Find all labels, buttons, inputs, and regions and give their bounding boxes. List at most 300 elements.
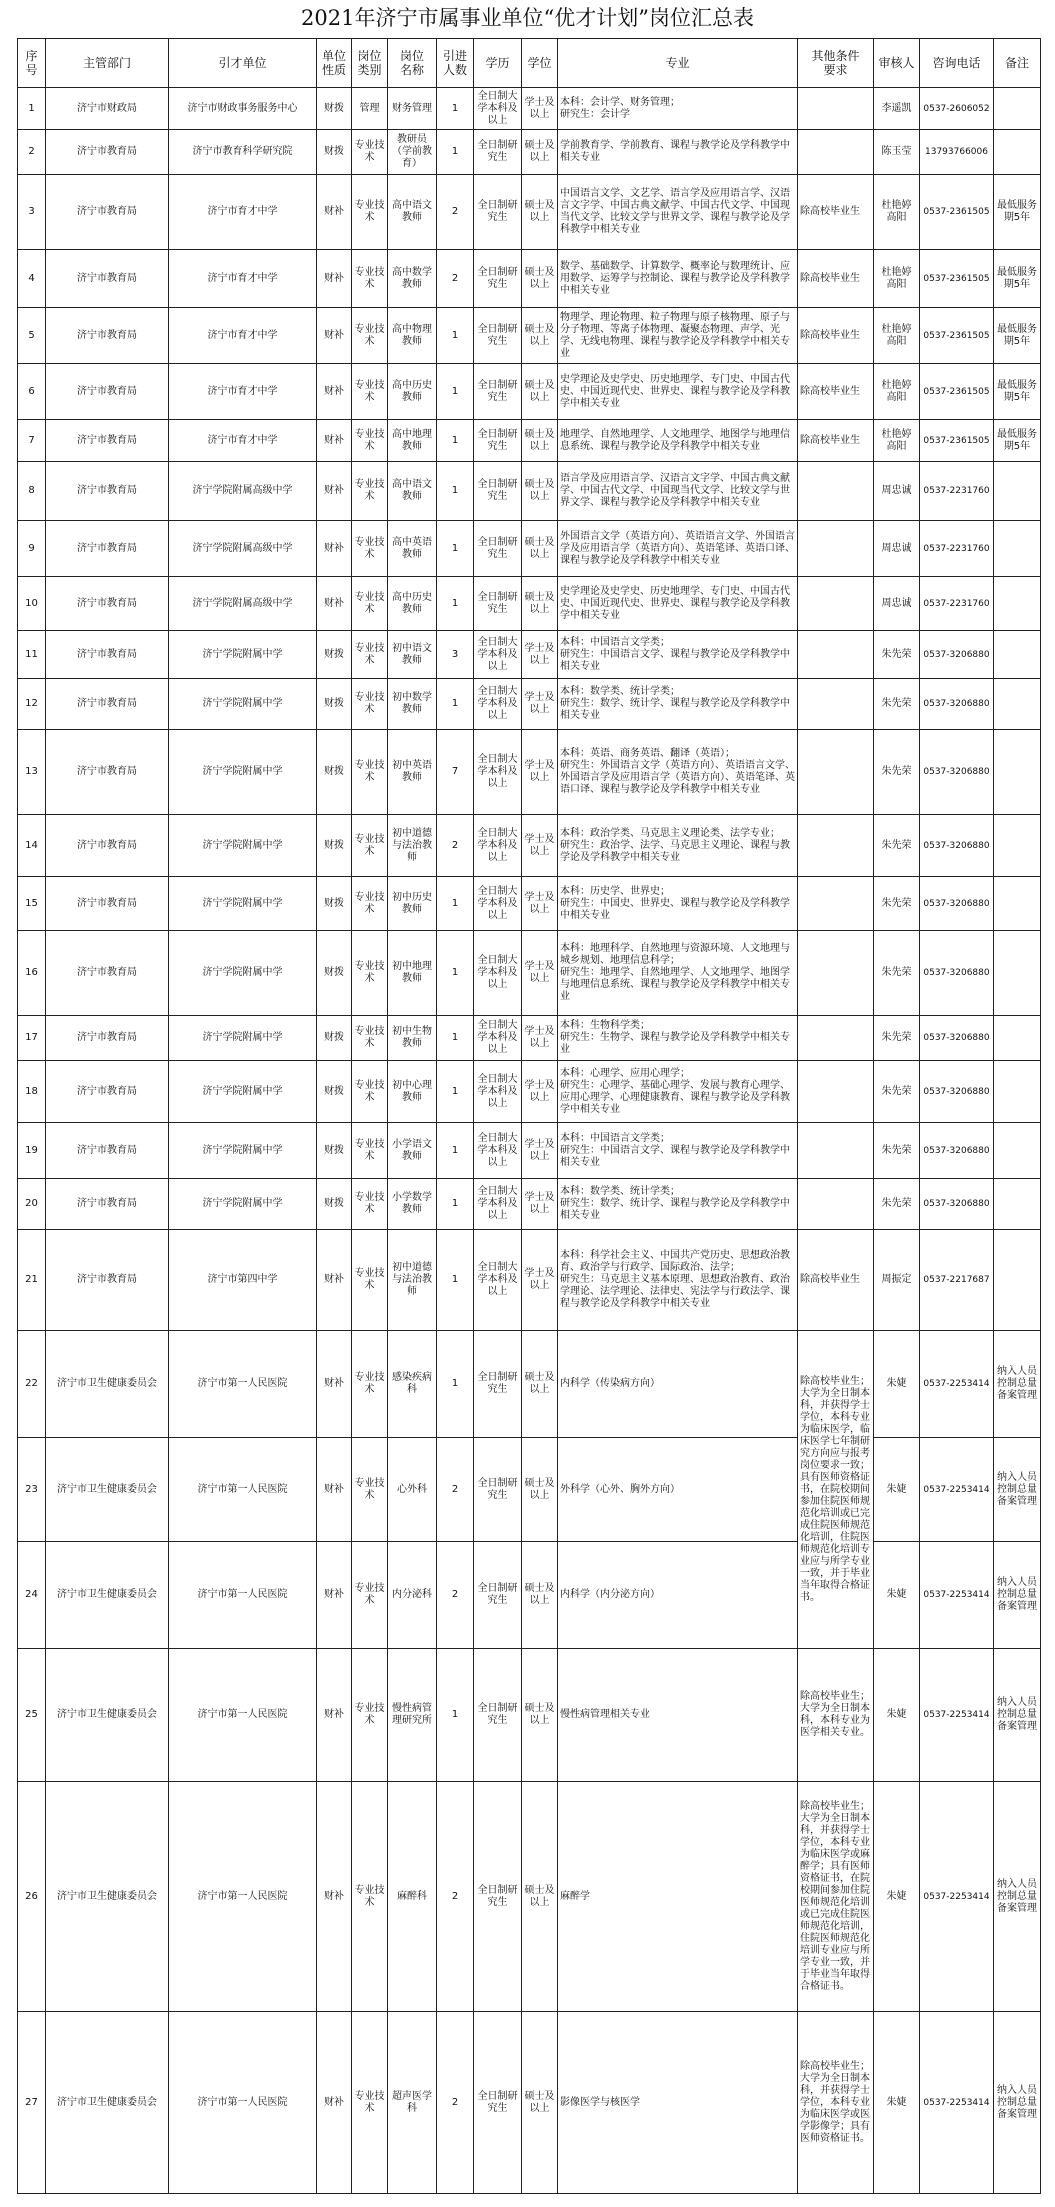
cell-education: 全日制大学本科及以上 bbox=[474, 1016, 522, 1061]
cell-major bbox=[558, 175, 798, 250]
cell-headcount: 1 bbox=[437, 1061, 474, 1123]
cell-headcount: 2 bbox=[437, 175, 474, 250]
cell-remark bbox=[994, 931, 1041, 1016]
cell-post-name: 初中生物教师 bbox=[388, 1016, 437, 1061]
cell-department: 济宁市教育局 bbox=[46, 175, 169, 250]
cell-other-requirements bbox=[798, 462, 874, 521]
cell-department: 济宁市教育局 bbox=[46, 250, 169, 308]
cell-education: 全日制大学本科及以上 bbox=[474, 631, 522, 679]
cell-degree: 学士及以上 bbox=[522, 1061, 558, 1123]
header-label: 序号 bbox=[25, 49, 38, 77]
table-row bbox=[18, 1649, 1041, 1782]
cell-reviewer: 朱婕 bbox=[874, 2012, 920, 2194]
cell-department: 济宁市教育局 bbox=[46, 1123, 169, 1179]
cell-phone: 0537-2253414 bbox=[920, 1542, 994, 1649]
cell-recruiting-unit: 济宁市育才中学 bbox=[169, 308, 317, 364]
cell-remark: 最低服务期5年 bbox=[994, 175, 1041, 250]
cell-unit-nature: 财拨 bbox=[317, 931, 352, 1016]
cell-other-requirements: 除高校毕业生；大学为全日制本科，本科专业为医学相关专业。 bbox=[798, 1649, 874, 1782]
cell-post-category: 专业技术 bbox=[352, 1179, 388, 1230]
cell-degree: 硕士及以上 bbox=[522, 1782, 558, 2012]
cell-department: 济宁市教育局 bbox=[46, 1179, 169, 1230]
table-row bbox=[18, 420, 1041, 462]
cell-post-name: 初中数学教师 bbox=[388, 679, 437, 730]
major-line: 研究生：中国语言文学、课程与教学论及学科教学中相关专业 bbox=[560, 1144, 790, 1168]
cell-phone: 0537-2361505 bbox=[920, 420, 994, 462]
cell-headcount: 2 bbox=[437, 1438, 474, 1542]
cell-degree: 硕士及以上 bbox=[522, 577, 558, 631]
cell-index: 25 bbox=[18, 1649, 46, 1782]
cell-education: 全日制研究生 bbox=[474, 577, 522, 631]
cell-remark bbox=[994, 631, 1041, 679]
cell-headcount: 1 bbox=[437, 420, 474, 462]
cell-education: 全日制研究生 bbox=[474, 1331, 522, 1438]
cell-education: 全日制大学本科及以上 bbox=[474, 877, 522, 931]
major-line: 中国语言文学、文艺学、语言学及应用语言学、汉语言文字学、中国古典文献学、中国古代文学、中国现当代文学、比较文学与世界文学、课程与教学论及学科教学中相关专业 bbox=[560, 188, 790, 235]
cell-reviewer: 朱婕 bbox=[874, 1331, 920, 1438]
cell-degree: 硕士及以上 bbox=[522, 1542, 558, 1649]
cell-remark bbox=[994, 1061, 1041, 1123]
cell-post-name: 初中历史教师 bbox=[388, 877, 437, 931]
cell-post-name: 超声医学科 bbox=[388, 2012, 437, 2194]
major-line: 史学理论及史学史、历史地理学、专门史、中国古代史、中国近现代史、世界史、课程与教学论及学科教学中相关专业 bbox=[560, 585, 790, 621]
cell-post-category: 专业技术 bbox=[352, 1542, 388, 1649]
cell-index: 6 bbox=[18, 364, 46, 420]
cell-headcount: 1 bbox=[437, 308, 474, 364]
header-label: 引才单位 bbox=[218, 56, 267, 70]
cell-unit-nature: 财补 bbox=[317, 250, 352, 308]
cell-recruiting-unit: 济宁学院附属中学 bbox=[169, 679, 317, 730]
header-label: 岗位类别 bbox=[357, 49, 382, 77]
header-label: 专业 bbox=[665, 56, 690, 70]
table-row bbox=[18, 2012, 1041, 2194]
cell-post-name: 初中心理教师 bbox=[388, 1061, 437, 1123]
cell-index: 15 bbox=[18, 877, 46, 931]
cell-department: 济宁市教育局 bbox=[46, 577, 169, 631]
cell-post-name: 高中历史教师 bbox=[388, 577, 437, 631]
cell-other-requirements bbox=[798, 88, 874, 130]
major-line: 本科：地理科学、自然地理与资源环境、人文地理与城乡规划、地理信息科学； bbox=[560, 943, 790, 966]
cell-index: 13 bbox=[18, 730, 46, 815]
cell-recruiting-unit: 济宁市育才中学 bbox=[169, 250, 317, 308]
cell-post-category: 专业技术 bbox=[352, 815, 388, 877]
cell-unit-nature: 财补 bbox=[317, 308, 352, 364]
cell-reviewer: 朱先荣 bbox=[874, 931, 920, 1016]
header-label: 主管部门 bbox=[82, 56, 131, 70]
cell-education: 全日制大学本科及以上 bbox=[474, 679, 522, 730]
cell-degree: 硕士及以上 bbox=[522, 420, 558, 462]
cell-index: 7 bbox=[18, 420, 46, 462]
cell-education: 全日制大学本科及以上 bbox=[474, 730, 522, 815]
cell-department: 济宁市卫生健康委员会 bbox=[46, 1542, 169, 1649]
cell-other-requirements bbox=[798, 577, 874, 631]
cell-remark: 最低服务期5年 bbox=[994, 420, 1041, 462]
cell-major bbox=[558, 1542, 798, 1649]
cell-education: 全日制大学本科及以上 bbox=[474, 1061, 522, 1123]
cell-headcount: 2 bbox=[437, 815, 474, 877]
cell-post-name: 高中地理教师 bbox=[388, 420, 437, 462]
cell-phone: 0537-3206880 bbox=[920, 931, 994, 1016]
cell-phone: 0537-3206880 bbox=[920, 877, 994, 931]
cell-remark bbox=[994, 88, 1041, 130]
cell-remark: 纳入人员控制总量备案管理 bbox=[994, 1782, 1041, 2012]
header-label: 学位 bbox=[527, 56, 552, 70]
cell-major bbox=[558, 521, 798, 577]
major-line: 影像医学与核医学 bbox=[560, 2096, 640, 2108]
major-line: 本科：数学类、统计学类； bbox=[560, 686, 680, 697]
table-row bbox=[18, 877, 1041, 931]
cell-recruiting-unit: 济宁市第一人民医院 bbox=[169, 1649, 317, 1782]
cell-major bbox=[558, 1016, 798, 1061]
cell-headcount: 1 bbox=[437, 1649, 474, 1782]
cell-post-category: 专业技术 bbox=[352, 130, 388, 175]
cell-major bbox=[558, 420, 798, 462]
cell-index: 4 bbox=[18, 250, 46, 308]
cell-recruiting-unit: 济宁学院附属中学 bbox=[169, 1123, 317, 1179]
cell-major bbox=[558, 815, 798, 877]
cell-major bbox=[558, 250, 798, 308]
cell-unit-nature: 财补 bbox=[317, 1438, 352, 1542]
header-unit-nature bbox=[317, 39, 352, 88]
cell-department: 济宁市教育局 bbox=[46, 462, 169, 521]
cell-unit-nature: 财拨 bbox=[317, 631, 352, 679]
cell-major bbox=[558, 1179, 798, 1230]
header-education bbox=[474, 39, 522, 88]
cell-major bbox=[558, 1230, 798, 1331]
cell-phone: 0537-2361505 bbox=[920, 250, 994, 308]
cell-unit-nature: 财拨 bbox=[317, 1061, 352, 1123]
major-line: 慢性病管理相关专业 bbox=[560, 1709, 650, 1720]
cell-remark: 纳入人员控制总量备案管理 bbox=[994, 1542, 1041, 1649]
cell-unit-nature: 财拨 bbox=[317, 1123, 352, 1179]
cell-other-requirements: 除高校毕业生 bbox=[798, 364, 874, 420]
cell-recruiting-unit: 济宁市育才中学 bbox=[169, 420, 317, 462]
cell-degree: 硕士及以上 bbox=[522, 308, 558, 364]
cell-index: 20 bbox=[18, 1179, 46, 1230]
cell-post-name: 高中语文教师 bbox=[388, 462, 437, 521]
cell-reviewer: 朱先荣 bbox=[874, 679, 920, 730]
cell-headcount: 1 bbox=[437, 679, 474, 730]
major-line: 研究生：政治学、法学、马克思主义理论、课程与教学论及学科教学中相关专业 bbox=[560, 839, 790, 863]
header-label: 学历 bbox=[485, 56, 510, 70]
cell-other-requirements: 除高校毕业生；大学为全日制本科，并获得学士学位，本科专业为临床医学或麻醉学；具有医师资格证书，在院校期间参加住院医师规范化培训或已完成住院医师规范化培训，住院医师规范化培训专业应与所学专业一致，并于毕业当年取得合格证书。 bbox=[798, 1782, 874, 2012]
cell-remark bbox=[994, 521, 1041, 577]
major-line: 研究生：数学、统计学、课程与教学论及学科教学中相关专业 bbox=[560, 698, 790, 721]
major-line: 本科：中国语言文学类； bbox=[560, 1132, 670, 1144]
cell-headcount: 1 bbox=[437, 1230, 474, 1331]
cell-post-name: 财务管理 bbox=[388, 88, 437, 130]
cell-unit-nature: 财拨 bbox=[317, 130, 352, 175]
header-department bbox=[46, 39, 169, 88]
cell-degree: 学士及以上 bbox=[522, 815, 558, 877]
cell-education: 全日制研究生 bbox=[474, 1542, 522, 1649]
header-index bbox=[18, 39, 46, 88]
document-title: 2021年济宁市属事业单位“优才计划”岗位汇总表 bbox=[301, 6, 754, 30]
cell-recruiting-unit: 济宁学院附属中学 bbox=[169, 1016, 317, 1061]
cell-headcount: 2 bbox=[437, 1782, 474, 2012]
table-row bbox=[18, 1542, 1041, 1649]
cell-reviewer: 杜艳婷 高阳 bbox=[874, 308, 920, 364]
cell-recruiting-unit: 济宁学院附属中学 bbox=[169, 931, 317, 1016]
cell-index: 5 bbox=[18, 308, 46, 364]
cell-education: 全日制大学本科及以上 bbox=[474, 931, 522, 1016]
cell-other-requirements bbox=[798, 1061, 874, 1123]
table-row bbox=[18, 1331, 1041, 1438]
cell-reviewer: 朱先荣 bbox=[874, 730, 920, 815]
major-line: 本科：会计学、财务管理； bbox=[560, 96, 680, 108]
cell-headcount: 2 bbox=[437, 1542, 474, 1649]
cell-phone: 0537-2231760 bbox=[920, 521, 994, 577]
cell-remark bbox=[994, 1179, 1041, 1230]
cell-major bbox=[558, 1123, 798, 1179]
cell-other-requirements bbox=[798, 679, 874, 730]
cell-department: 济宁市教育局 bbox=[46, 877, 169, 931]
table-row bbox=[18, 364, 1041, 420]
cell-phone: 0537-2361505 bbox=[920, 364, 994, 420]
cell-reviewer: 朱先荣 bbox=[874, 1123, 920, 1179]
cell-post-name: 感染疾病科 bbox=[388, 1331, 437, 1438]
cell-degree: 学士及以上 bbox=[522, 877, 558, 931]
table-body bbox=[18, 88, 1041, 2194]
cell-index: 8 bbox=[18, 462, 46, 521]
cell-department: 济宁市教育局 bbox=[46, 631, 169, 679]
cell-index: 27 bbox=[18, 2012, 46, 2194]
cell-department: 济宁市教育局 bbox=[46, 1016, 169, 1061]
cell-remark: 最低服务期5年 bbox=[994, 364, 1041, 420]
cell-headcount: 1 bbox=[437, 88, 474, 130]
cell-phone: 0537-2253414 bbox=[920, 1438, 994, 1542]
cell-education: 全日制研究生 bbox=[474, 175, 522, 250]
cell-degree: 硕士及以上 bbox=[522, 1438, 558, 1542]
cell-post-name: 初中道德与法治教师 bbox=[388, 815, 437, 877]
cell-unit-nature: 财拨 bbox=[317, 815, 352, 877]
cell-education: 全日制大学本科及以上 bbox=[474, 815, 522, 877]
cell-unit-nature: 财拨 bbox=[317, 679, 352, 730]
cell-phone: 0537-2361505 bbox=[920, 175, 994, 250]
cell-department: 济宁市卫生健康委员会 bbox=[46, 1438, 169, 1542]
major-line: 研究生：中国史、世界史、课程与教学论及学科教学中相关专业 bbox=[560, 897, 790, 921]
cell-post-category: 专业技术 bbox=[352, 1331, 388, 1438]
cell-recruiting-unit: 济宁学院附属中学 bbox=[169, 730, 317, 815]
header-phone bbox=[920, 39, 994, 88]
cell-recruiting-unit: 济宁学院附属中学 bbox=[169, 877, 317, 931]
cell-post-name: 高中数学教师 bbox=[388, 250, 437, 308]
header-label: 引进人数 bbox=[442, 49, 467, 77]
cell-reviewer: 杜艳婷 高阳 bbox=[874, 364, 920, 420]
cell-phone: 13793766006 bbox=[920, 130, 994, 175]
table-row bbox=[18, 308, 1041, 364]
cell-major bbox=[558, 877, 798, 931]
cell-post-name: 初中语文教师 bbox=[388, 631, 437, 679]
cell-remark: 最低服务期5年 bbox=[994, 308, 1041, 364]
cell-major bbox=[558, 1331, 798, 1438]
table-row bbox=[18, 130, 1041, 175]
cell-index: 12 bbox=[18, 679, 46, 730]
major-line: 数学、基础数学、计算数学、概率论与数理统计、应用数学、运筹学与控制论、课程与教学论及学科教学中相关专业 bbox=[560, 260, 790, 296]
cell-index: 11 bbox=[18, 631, 46, 679]
cell-other-requirements bbox=[798, 730, 874, 815]
cell-remark bbox=[994, 1123, 1041, 1179]
table-row bbox=[18, 815, 1041, 877]
cell-major bbox=[558, 462, 798, 521]
cell-degree: 硕士及以上 bbox=[522, 250, 558, 308]
cell-reviewer: 周忠诚 bbox=[874, 462, 920, 521]
table-row bbox=[18, 521, 1041, 577]
cell-department: 济宁市教育局 bbox=[46, 420, 169, 462]
cell-recruiting-unit: 济宁学院附属高级中学 bbox=[169, 577, 317, 631]
cell-major bbox=[558, 2012, 798, 2194]
cell-education: 全日制研究生 bbox=[474, 2012, 522, 2194]
cell-post-name: 心外科 bbox=[388, 1438, 437, 1542]
cell-major bbox=[558, 130, 798, 175]
cell-recruiting-unit: 济宁市第一人民医院 bbox=[169, 2012, 317, 2194]
cell-headcount: 3 bbox=[437, 631, 474, 679]
cell-education: 全日制研究生 bbox=[474, 1649, 522, 1782]
cell-post-category: 专业技术 bbox=[352, 462, 388, 521]
cell-recruiting-unit: 济宁市第一人民医院 bbox=[169, 1542, 317, 1649]
cell-other-requirements: 除高校毕业生；大学为全日制本科，并获得学士学位，本科专业为临床医学或医学影像学；具有医师资格证书。 bbox=[798, 2012, 874, 2194]
major-line: 研究生：生物学、课程与教学论及学科教学中相关专业 bbox=[560, 1032, 790, 1055]
cell-remark: 纳入人员控制总量备案管理 bbox=[994, 2012, 1041, 2194]
cell-index: 24 bbox=[18, 1542, 46, 1649]
cell-post-category: 专业技术 bbox=[352, 2012, 388, 2194]
cell-post-name: 麻醉科 bbox=[388, 1782, 437, 2012]
cell-reviewer: 周振定 bbox=[874, 1230, 920, 1331]
cell-index: 16 bbox=[18, 931, 46, 1016]
major-line: 本科：心理学、应用心理学； bbox=[560, 1067, 690, 1079]
major-line: 内科学（传染病方向） bbox=[560, 1378, 660, 1389]
major-line: 本科：生物科学类； bbox=[560, 1020, 650, 1031]
cell-education: 全日制研究生 bbox=[474, 250, 522, 308]
cell-phone: 0537-2231760 bbox=[920, 577, 994, 631]
cell-remark: 最低服务期5年 bbox=[994, 250, 1041, 308]
cell-headcount: 7 bbox=[437, 730, 474, 815]
header-remark bbox=[994, 39, 1041, 88]
cell-degree: 学士及以上 bbox=[522, 1123, 558, 1179]
cell-phone: 0537-2361505 bbox=[920, 308, 994, 364]
cell-post-category: 专业技术 bbox=[352, 1016, 388, 1061]
cell-degree: 学士及以上 bbox=[522, 931, 558, 1016]
major-line: 麻醉学 bbox=[560, 1890, 590, 1902]
cell-degree: 硕士及以上 bbox=[522, 1331, 558, 1438]
cell-remark bbox=[994, 877, 1041, 931]
major-line: 本科：英语、商务英语、翻译（英语）； bbox=[560, 748, 735, 759]
cell-unit-nature: 财补 bbox=[317, 1331, 352, 1438]
major-line: 物理学、理论物理、粒子物理与原子核物理、原子与分子物理、等离子体物理、凝聚态物理、声学、光学、无线电物理、课程与教学论及学科教学中相关专业 bbox=[560, 311, 790, 359]
cell-major bbox=[558, 308, 798, 364]
cell-phone: 0537-2253414 bbox=[920, 1782, 994, 2012]
cell-remark: 纳入人员控制总量备案管理 bbox=[994, 1649, 1041, 1782]
cell-recruiting-unit: 济宁市育才中学 bbox=[169, 175, 317, 250]
cell-post-name: 教研员（学前教育） bbox=[388, 130, 437, 175]
cell-post-category: 专业技术 bbox=[352, 1649, 388, 1782]
cell-headcount: 1 bbox=[437, 1179, 474, 1230]
cell-index: 10 bbox=[18, 577, 46, 631]
cell-degree: 硕士及以上 bbox=[522, 175, 558, 250]
cell-education: 全日制大学本科及以上 bbox=[474, 88, 522, 130]
cell-department: 济宁市卫生健康委员会 bbox=[46, 1331, 169, 1438]
cell-headcount: 1 bbox=[437, 931, 474, 1016]
cell-unit-nature: 财补 bbox=[317, 175, 352, 250]
cell-index: 26 bbox=[18, 1782, 46, 2012]
cell-degree: 硕士及以上 bbox=[522, 130, 558, 175]
table-row bbox=[18, 462, 1041, 521]
cell-degree: 硕士及以上 bbox=[522, 462, 558, 521]
cell-headcount: 2 bbox=[437, 250, 474, 308]
cell-remark bbox=[994, 1016, 1041, 1061]
cell-post-category: 专业技术 bbox=[352, 631, 388, 679]
header-label: 其他条件要求 bbox=[811, 49, 860, 77]
cell-headcount: 1 bbox=[437, 364, 474, 420]
cell-reviewer: 陈玉莹 bbox=[874, 130, 920, 175]
cell-other-requirements bbox=[798, 1179, 874, 1230]
major-line: 本科：政治学类、马克思主义理论类、法学专业； bbox=[560, 827, 780, 839]
cell-index: 3 bbox=[18, 175, 46, 250]
header-label: 审核人 bbox=[878, 56, 915, 70]
cell-department: 济宁市教育局 bbox=[46, 308, 169, 364]
cell-major bbox=[558, 88, 798, 130]
cell-headcount: 1 bbox=[437, 1123, 474, 1179]
table-row bbox=[18, 1438, 1041, 1542]
cell-other-requirements bbox=[798, 815, 874, 877]
cell-recruiting-unit: 济宁市第四中学 bbox=[169, 1230, 317, 1331]
cell-phone: 0537-3206880 bbox=[920, 1061, 994, 1123]
cell-reviewer: 周忠诚 bbox=[874, 521, 920, 577]
cell-education: 全日制研究生 bbox=[474, 130, 522, 175]
cell-post-name: 慢性病管理研究所 bbox=[388, 1649, 437, 1782]
cell-post-name: 高中英语教师 bbox=[388, 521, 437, 577]
header-label: 单位性质 bbox=[321, 49, 346, 77]
major-line: 外科学（心外、胸外方向） bbox=[560, 1483, 680, 1495]
cell-unit-nature: 财补 bbox=[317, 364, 352, 420]
header-label: 岗位名称 bbox=[399, 49, 424, 77]
cell-post-name: 初中地理教师 bbox=[388, 931, 437, 1016]
cell-reviewer: 朱先荣 bbox=[874, 815, 920, 877]
cell-degree: 硕士及以上 bbox=[522, 2012, 558, 2194]
cell-post-name: 内分泌科 bbox=[388, 1542, 437, 1649]
major-line: 学前教育学、学前教育、课程与教学论及学科教学中相关专业 bbox=[560, 140, 790, 163]
major-line: 研究生：数学、统计学、课程与教学论及学科教学中相关专业 bbox=[560, 1198, 790, 1221]
cell-phone: 0537-2253414 bbox=[920, 2012, 994, 2194]
cell-recruiting-unit: 济宁市教育科学研究院 bbox=[169, 130, 317, 175]
cell-major bbox=[558, 1438, 798, 1542]
major-line: 研究生：中国语言文学、课程与教学论及学科教学中相关专业 bbox=[560, 648, 790, 672]
major-line: 史学理论及史学史、历史地理学、专门史、中国古代史、中国近现代史、世界史、课程与教学论及学科教学中相关专业 bbox=[560, 373, 790, 409]
table-header bbox=[18, 39, 1041, 88]
cell-post-name: 高中语文教师 bbox=[388, 175, 437, 250]
cell-degree: 学士及以上 bbox=[522, 631, 558, 679]
major-line: 本科：数学类、统计学类； bbox=[560, 1186, 680, 1197]
cell-remark bbox=[994, 130, 1041, 175]
cell-phone: 0537-3206880 bbox=[920, 730, 994, 815]
cell-department: 济宁市教育局 bbox=[46, 730, 169, 815]
table-row bbox=[18, 175, 1041, 250]
cell-unit-nature: 财补 bbox=[317, 1230, 352, 1331]
cell-other-requirements: 除高校毕业生 bbox=[798, 175, 874, 250]
cell-headcount: 1 bbox=[437, 521, 474, 577]
major-line: 地理学、自然地理学、人文地理学、地图学与地理信息系统、课程与教学论及学科教学中相关专业 bbox=[560, 428, 790, 452]
cell-reviewer: 朱婕 bbox=[874, 1782, 920, 2012]
cell-unit-nature: 财补 bbox=[317, 1542, 352, 1649]
cell-recruiting-unit: 济宁市第一人民医院 bbox=[169, 1331, 317, 1438]
header-label: 备注 bbox=[1004, 56, 1029, 70]
cell-reviewer: 朱婕 bbox=[874, 1649, 920, 1782]
cell-education: 全日制大学本科及以上 bbox=[474, 1123, 522, 1179]
cell-department: 济宁市卫生健康委员会 bbox=[46, 2012, 169, 2194]
header-label: 咨询电话 bbox=[932, 56, 981, 70]
cell-other-requirements: 除高校毕业生；大学为全日制本科，并获得学士学位，本科专业为临床医学，临床医学七年制研究方向应与报考岗位要求一致；具有医师资格证书，在院校期间参加住院医师规范化培训或已完成住院医师规范化培训，住院医师规范化培训专业应与所学专业一致，并于毕业当年取得合格证书。 bbox=[798, 1331, 874, 1649]
cell-other-requirements: 除高校毕业生 bbox=[798, 250, 874, 308]
